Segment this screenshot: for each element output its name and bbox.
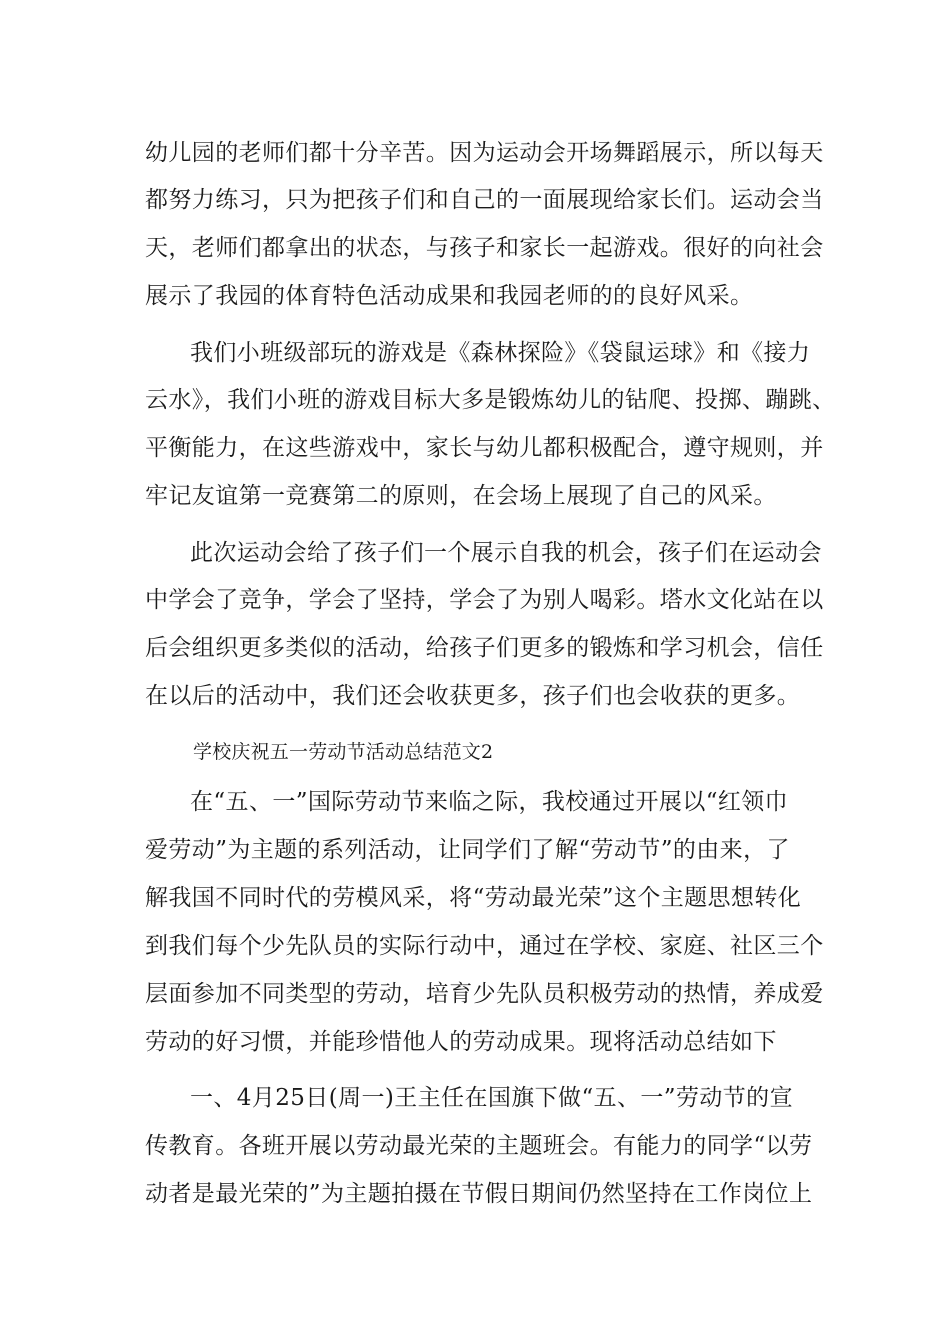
paragraph-3-line-1: 此次运动会给了孩子们一个展示自我的机会，孩子们在运动会 [190,540,822,566]
paragraph-3-line-2: 中学会了竞争，学会了坚持，学会了为别人喝彩。塔水文化站在以 [145,587,824,613]
paragraph-4-line-3: 解我国不同时代的劳模风采，将“劳动最光荣”这个主题思想转化 [145,885,802,911]
paragraph-4-line-6: 劳动的好习惯，并能珍惜他人的劳动成果。现将活动总结如下 [145,1029,777,1055]
paragraph-1-line-1: 幼儿园的老师们都十分辛苦。因为运动会开场舞蹈展示，所以每天 [145,140,824,166]
paragraph-5-line-2: 传教育。各班开展以劳动最光荣的主题班会。有能力的同学“以劳 [145,1133,813,1159]
paragraph-2-line-4: 牢记友谊第一竞赛第二的原则，在会场上展现了自己的风采。 [145,483,777,509]
paragraph-3-line-3: 后会组织更多类似的活动，给孩子们更多的锻炼和学习机会，信任 [145,635,824,661]
section-heading: 学校庆祝五一劳动节活动总结范文2 [193,741,494,763]
paragraph-2-line-1: 我们小班级部玩的游戏是《森林探险》《袋鼠运球》和《接力 [190,340,811,366]
paragraph-5-line-3: 动者是最光荣的”为主题拍摄在节假日期间仍然坚持在工作岗位上 [145,1181,813,1207]
paragraph-2-line-2: 云水》，我们小班的游戏目标大多是锻炼幼儿的钻爬、投掷、蹦跳、 [145,387,836,413]
paragraph-4-line-1: 在“五、一”国际劳动节来临之际，我校通过开展以“红领巾 [190,789,789,815]
paragraph-1-line-3: 天，老师们都拿出的状态，与孩子和家长一起游戏。很好的向社会 [145,235,824,261]
paragraph-2-line-3: 平衡能力，在这些游戏中，家长与幼儿都积极配合，遵守规则，并 [145,435,824,461]
paragraph-5-line-1: 一、4月25日(周一)王主任在国旗下做“五、一”劳动节的宣 [190,1085,793,1111]
paragraph-1-line-4: 展示了我园的体育特色活动成果和我园老师的的良好风采。 [145,283,754,309]
paragraph-3-line-4: 在以后的活动中，我们还会收获更多，孩子们也会收获的更多。 [145,683,801,709]
paragraph-1-line-2: 都努力练习，只为把孩子们和自己的一面展现给家长们。运动会当 [145,187,824,213]
paragraph-4-line-2: 爱劳动”为主题的系列活动，让同学们了解“劳动节”的由来，了 [145,837,790,863]
paragraph-4-line-5: 层面参加不同类型的劳动，培育少先队员积极劳动的热情，养成爱 [145,981,824,1007]
paragraph-4-line-4: 到我们每个少先队员的实际行动中，通过在学校、家庭、社区三个 [145,933,824,959]
